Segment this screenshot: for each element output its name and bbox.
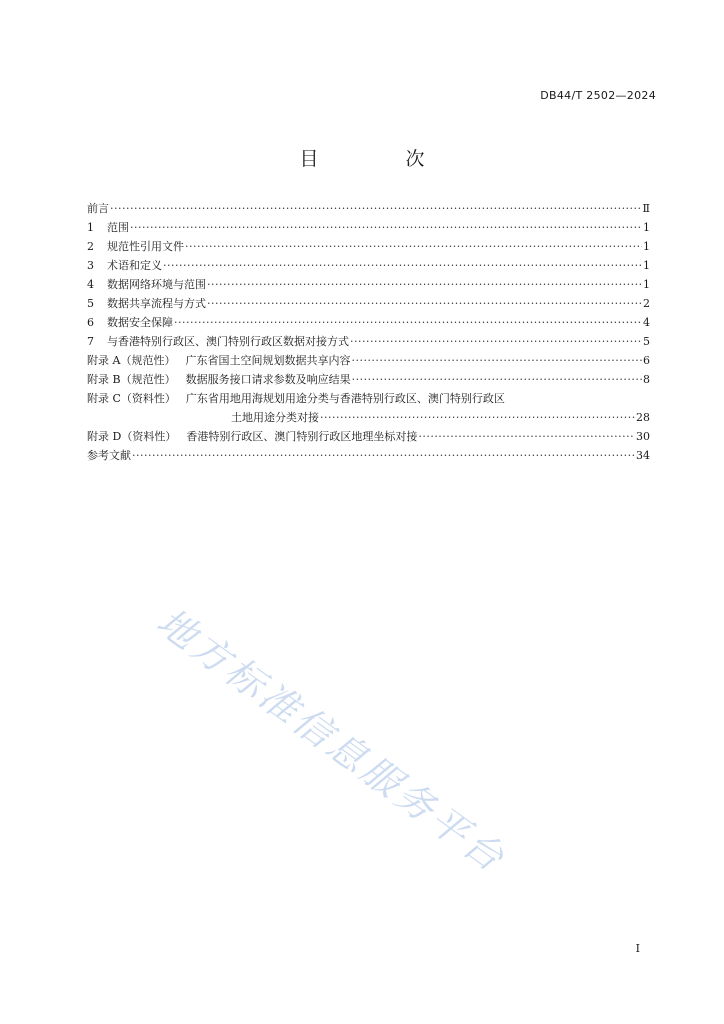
toc-entry-appendix-b[interactable] bbox=[87, 371, 650, 390]
toc-entry-page: 1 bbox=[643, 278, 650, 291]
toc-leader-dots bbox=[351, 354, 642, 367]
toc-entry-2[interactable] bbox=[87, 238, 650, 257]
toc-entry-appendix-a[interactable] bbox=[87, 352, 650, 371]
toc-entry-label: 数据网络环境与范围 bbox=[107, 278, 206, 291]
toc-appendix-tag: 附录 B（规范性） bbox=[87, 373, 176, 386]
toc-appendix-tag: 附录 C（资料性） bbox=[87, 392, 176, 405]
toc-entry-label: 术语和定义 bbox=[107, 259, 162, 272]
toc-entry-page: 1 bbox=[643, 221, 650, 234]
toc-appendix-tag: 附录 A（规范性） bbox=[87, 354, 176, 367]
toc-entry-6[interactable] bbox=[87, 314, 650, 333]
toc-entry-page: 4 bbox=[643, 316, 650, 329]
toc-entry-label: 数据服务接口请求参数及响应结果 bbox=[185, 373, 351, 386]
table-of-contents bbox=[87, 200, 650, 466]
toc-entry-label: 数据共享流程与方式 bbox=[107, 297, 206, 310]
toc-entry-number: 7 bbox=[87, 335, 94, 348]
toc-leader-dots bbox=[350, 335, 642, 348]
toc-leader-dots bbox=[110, 202, 642, 215]
toc-entry-label: 香港特别行政区、澳门特别行政区地理坐标对接 bbox=[186, 430, 418, 443]
watermark: 地方标准信息服务平台 bbox=[148, 599, 515, 882]
toc-entry-label: 广东省用地用海规划用途分类与香港特别行政区、澳门特别行政区 bbox=[185, 392, 505, 405]
toc-entry-page: 30 bbox=[636, 430, 650, 443]
toc-entry-label-continuation: 土地用途分类对接 bbox=[231, 411, 319, 424]
toc-entry-appendix-c[interactable] bbox=[87, 390, 650, 409]
toc-leader-dots bbox=[418, 430, 635, 443]
toc-leader-dots bbox=[320, 411, 635, 424]
toc-leader-dots bbox=[207, 297, 642, 310]
toc-appendix-tag: 附录 D（资料性） bbox=[87, 430, 177, 443]
toc-entry-page: 6 bbox=[643, 354, 650, 367]
toc-leader-dots bbox=[207, 278, 642, 291]
toc-leader-dots bbox=[163, 259, 642, 272]
toc-entry-1[interactable] bbox=[87, 219, 650, 238]
toc-leader-dots bbox=[352, 373, 642, 386]
toc-entry-number: 5 bbox=[87, 297, 94, 310]
toc-entry-page: 34 bbox=[636, 449, 650, 462]
toc-leader-dots bbox=[174, 316, 642, 329]
toc-entry-page: 1 bbox=[643, 240, 650, 253]
toc-entry-number: 6 bbox=[87, 316, 94, 329]
toc-entry-label: 广东省国土空间规划数据共享内容 bbox=[185, 354, 351, 367]
toc-entry-4[interactable] bbox=[87, 276, 650, 295]
toc-entry-page: 8 bbox=[643, 373, 650, 386]
toc-entry-foreword[interactable] bbox=[87, 200, 650, 219]
toc-entry-3[interactable] bbox=[87, 257, 650, 276]
toc-entry-label: 范围 bbox=[107, 221, 129, 234]
toc-entry-page: 2 bbox=[643, 297, 650, 310]
toc-entry-5[interactable] bbox=[87, 295, 650, 314]
toc-entry-appendix-c-continuation[interactable] bbox=[87, 409, 650, 428]
toc-entry-appendix-d[interactable] bbox=[87, 428, 650, 447]
toc-leader-dots bbox=[185, 240, 642, 253]
toc-entry-page: 5 bbox=[643, 335, 650, 348]
toc-entry-references[interactable] bbox=[87, 447, 650, 466]
toc-entry-number: 1 bbox=[87, 221, 94, 234]
toc-entry-label: 前言 bbox=[87, 202, 109, 215]
toc-leader-dots bbox=[130, 221, 642, 234]
toc-entry-label: 数据安全保障 bbox=[107, 316, 173, 329]
toc-entry-label: 参考文献 bbox=[87, 449, 131, 462]
toc-entry-label: 与香港特别行政区、澳门特别行政区数据对接方式 bbox=[107, 335, 349, 348]
toc-entry-page: 28 bbox=[636, 411, 650, 424]
toc-entry-label: 规范性引用文件 bbox=[107, 240, 184, 253]
toc-entry-number: 3 bbox=[87, 259, 94, 272]
toc-entry-page: Ⅱ bbox=[642, 202, 650, 215]
page-number: I bbox=[635, 942, 640, 955]
toc-entry-number: 2 bbox=[87, 240, 94, 253]
toc-title: 目 次 bbox=[299, 148, 459, 170]
toc-entry-number: 4 bbox=[87, 278, 94, 291]
toc-entry-7[interactable] bbox=[87, 333, 650, 352]
toc-entry-page: 1 bbox=[643, 259, 650, 272]
toc-leader-dots bbox=[132, 449, 635, 462]
document-code: DB44/T 2502—2024 bbox=[540, 89, 656, 102]
